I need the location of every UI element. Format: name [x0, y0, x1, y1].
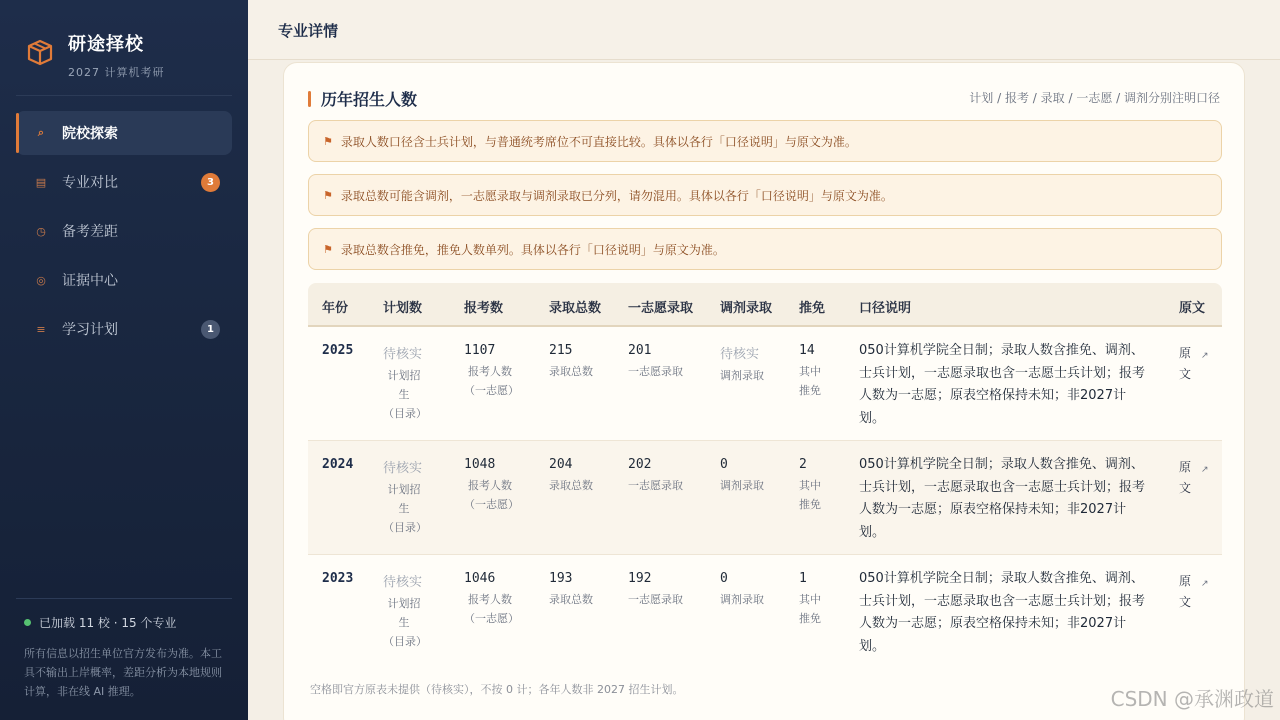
flag-icon: ⚑ — [323, 242, 333, 256]
status-dot-icon — [24, 619, 31, 626]
plan-sub-label: 计划招生 — [387, 597, 421, 629]
adjust-sub-label: 调剂录取 — [720, 369, 764, 382]
plan-sub-label: 计划招生 — [387, 369, 421, 401]
source-link[interactable] — [1179, 343, 1209, 385]
column-header-year: 年份 — [322, 301, 349, 316]
apply-sub-label: （一志愿） — [464, 384, 519, 397]
plan-sub-label: （目录） — [383, 635, 427, 648]
brand[interactable] — [26, 30, 165, 80]
accent-bar — [308, 91, 311, 107]
brand-subtitle: 2027 计算机考研 — [68, 66, 165, 79]
sidebar-item-label: 证据中心 — [62, 273, 118, 289]
enrollment-card — [283, 62, 1245, 720]
source-link[interactable] — [1179, 457, 1209, 499]
column-header-first-choice: 一志愿录取 — [628, 301, 694, 316]
card-header — [308, 87, 1220, 107]
list-icon: ▤ — [35, 175, 47, 189]
caliber-note: 050计算机学院全日制；录取人数含推免、调剂、士兵计划，一志愿录取也含一志愿士兵计划；报考人数为一志愿；原表空格保持未知；非2027计划。 — [859, 343, 1146, 426]
sidebar-nav — [16, 111, 232, 356]
warning-notice — [308, 174, 1222, 216]
exempt-value: 14 — [799, 343, 815, 358]
admit-value: 215 — [549, 343, 573, 358]
exempt-sub-label: 其中 — [799, 593, 821, 606]
year-value: 2024 — [322, 457, 354, 472]
admit-value: 204 — [549, 457, 573, 472]
first-choice-value: 202 — [628, 457, 652, 472]
external-link-icon: ↗ — [1201, 465, 1209, 475]
admit-sub-label: 录取总数 — [549, 479, 593, 492]
table-row — [308, 441, 1222, 555]
sidebar-item-label: 学习计划 — [62, 322, 118, 338]
source-link-text[interactable]: 原文 — [1179, 346, 1192, 381]
sidebar-item-label: 院校探索 — [62, 126, 118, 142]
count-badge: 3 — [201, 173, 220, 192]
apply-value: 1048 — [464, 457, 496, 472]
brand-title: 研途择校 — [68, 34, 144, 55]
external-link-icon: ↗ — [1201, 579, 1209, 589]
sidebar-item-school-explore[interactable] — [16, 111, 232, 155]
plan-value: 待核实 — [383, 347, 423, 362]
sidebar-item-major-compare[interactable] — [16, 160, 232, 204]
table-row — [308, 555, 1222, 669]
count-badge: 1 — [201, 320, 220, 339]
first-choice-value: 192 — [628, 571, 652, 586]
apply-value: 1046 — [464, 571, 496, 586]
column-header-plan: 计划数 — [383, 301, 423, 316]
column-header-admit: 录取总数 — [549, 301, 602, 316]
search-icon: ⌕ — [37, 126, 45, 139]
adjust-value: 待核实 — [720, 347, 760, 362]
top-bar — [248, 0, 1280, 60]
exempt-value: 2 — [799, 457, 807, 472]
adjust-sub-label: 调剂录取 — [720, 479, 764, 492]
notice-text: 录取总数可能含调剂，一志愿录取与调剂录取已分列，请勿混用。具体以各行「口径说明」与原文为准。 — [340, 188, 893, 203]
admit-sub-label: 录取总数 — [549, 365, 593, 378]
box-logo-icon — [26, 38, 54, 66]
table-row — [308, 327, 1222, 441]
table-footnote: 空格即官方原表未提供（待核实），不按 0 计；各年人数非 2027 招生计划。 — [310, 683, 684, 696]
plan-sub-label: 计划招生 — [387, 483, 421, 515]
sidebar-footer — [24, 614, 230, 701]
enrollment-table — [308, 283, 1222, 669]
flag-icon: ⚑ — [323, 134, 333, 148]
clock-icon: ◷ — [36, 224, 46, 238]
sidebar-item-label: 专业对比 — [62, 175, 118, 191]
year-value: 2025 — [322, 343, 354, 358]
plan-sub-label: （目录） — [383, 407, 427, 420]
divider — [16, 598, 232, 599]
disclaimer: 所有信息以招生单位官方发布为准。本工具不输出上岸概率，差距分析为本地规则计算，非在线 AI 推理。 — [24, 647, 222, 698]
plan-value: 待核实 — [383, 461, 423, 476]
admit-value: 193 — [549, 571, 573, 586]
exempt-value: 1 — [799, 571, 807, 586]
external-link-icon: ↗ — [1201, 351, 1209, 361]
column-header-apply: 报考数 — [464, 301, 504, 316]
exempt-sub-label: 推免 — [799, 498, 821, 511]
first-choice-sub-label: 一志愿录取 — [628, 593, 683, 606]
load-status — [24, 614, 230, 631]
flag-icon: ⚑ — [323, 188, 333, 202]
column-header-source: 原文 — [1179, 301, 1206, 316]
source-link-text[interactable]: 原文 — [1179, 574, 1192, 609]
adjust-sub-label: 调剂录取 — [720, 593, 764, 606]
warning-notice — [308, 120, 1222, 162]
divider — [16, 95, 232, 96]
sidebar-item-prep-gap[interactable] — [16, 209, 232, 253]
source-link[interactable] — [1179, 571, 1209, 613]
caliber-note: 050计算机学院全日制；录取人数含推免、调剂、士兵计划，一志愿录取也含一志愿士兵计划；报考人数为一志愿；原表空格保持未知；非2027计划。 — [859, 457, 1146, 540]
exempt-sub-label: 其中 — [799, 365, 821, 378]
first-choice-sub-label: 一志愿录取 — [628, 479, 683, 492]
sidebar — [0, 0, 248, 720]
menu-icon: ≡ — [36, 322, 46, 336]
column-header-adjust: 调剂录取 — [720, 301, 773, 316]
apply-sub-label: 报考人数 — [468, 593, 512, 606]
warning-notice — [308, 228, 1222, 270]
notice-text: 录取总数含推免，推免人数单列。具体以各行「口径说明」与原文为准。 — [340, 242, 725, 257]
table-header — [308, 283, 1222, 327]
apply-sub-label: 报考人数 — [468, 365, 512, 378]
load-status-text: 已加载 11 校 · 15 个专业 — [39, 616, 177, 630]
sidebar-item-study-plan[interactable] — [16, 307, 232, 351]
first-choice-sub-label: 一志愿录取 — [628, 365, 683, 378]
plan-value: 待核实 — [383, 575, 423, 590]
watermark: CSDN @承渊政道 — [1110, 687, 1274, 711]
column-header-note: 口径说明 — [859, 301, 912, 316]
adjust-value: 0 — [720, 571, 728, 586]
caliber-note: 050计算机学院全日制；录取人数含推免、调剂、士兵计划，一志愿录取也含一志愿士兵计划；报考人数为一志愿；原表空格保持未知；非2027计划。 — [859, 571, 1146, 654]
adjust-value: 0 — [720, 457, 728, 472]
sidebar-item-label: 备考差距 — [62, 224, 118, 240]
exempt-sub-label: 推免 — [799, 384, 821, 397]
column-header-exempt: 推免 — [799, 301, 826, 316]
notice-text: 录取人数口径含士兵计划，与普通统考席位不可直接比较。具体以各行「口径说明」与原文为准。 — [340, 134, 857, 149]
first-choice-value: 201 — [628, 343, 652, 358]
apply-value: 1107 — [464, 343, 496, 358]
target-icon: ◎ — [36, 273, 46, 287]
apply-sub-label: （一志愿） — [464, 498, 519, 511]
sidebar-item-evidence-center[interactable] — [16, 258, 232, 302]
apply-sub-label: 报考人数 — [468, 479, 512, 492]
page-title: 专业详情 — [278, 22, 339, 40]
apply-sub-label: （一志愿） — [464, 612, 519, 625]
year-value: 2023 — [322, 571, 354, 586]
admit-sub-label: 录取总数 — [549, 593, 593, 606]
source-link-text[interactable]: 原文 — [1179, 460, 1192, 495]
exempt-sub-label: 推免 — [799, 612, 821, 625]
exempt-sub-label: 其中 — [799, 479, 821, 492]
plan-sub-label: （目录） — [383, 521, 427, 534]
card-title-text: 历年招生人数 — [321, 90, 418, 109]
card-note: 计划 / 报考 / 录取 / 一志愿 / 调剂分别注明口径 — [969, 91, 1220, 105]
